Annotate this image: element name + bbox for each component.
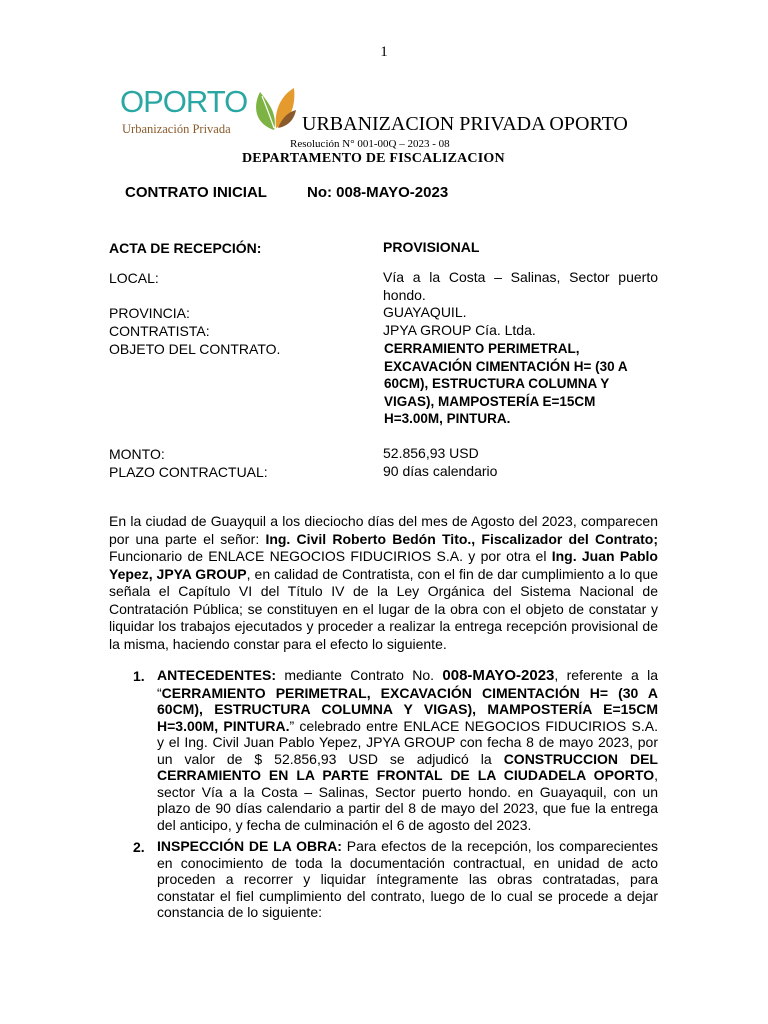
- local-value-line2: hondo.: [383, 287, 426, 303]
- provincia-value: GUAYAQUIL.: [383, 304, 467, 320]
- intro-paragraph: [109, 513, 658, 653]
- section-text: , sector Vía a la Costa – Salinas, Sector puerto hondo. en Guayaquil, con un plazo de 90 días calendario a partir del 8 de mayo del 2023, que fue la entrega del anticipo, y fecha de culminación el 6 de agosto del 2023.: [157, 767, 658, 833]
- contract-number: No: 008-MAYO-2023: [307, 184, 449, 201]
- section-heading: INSPECCIÓN DE LA OBRA:: [157, 838, 342, 854]
- construction-title: CONSTRUCCION DEL CERRAMIENTO EN LA PARTE FRONTAL DE LA CIUDADELA OPORTO: [157, 750, 658, 783]
- section-text: Para efectos de la recepción, los comparecientes en conocimiento de toda la documentación contractual, en unidad de acto proceden a recorrer y liquidar íntegramente las obras contratadas, para constatar el fiel cumplimiento del contrato, luego de lo cual se procede a dejar constancia de lo siguiente:: [157, 838, 658, 920]
- logo-subtitle: Urbanización Privada: [122, 122, 231, 136]
- objeto-line: CERRAMIENTO PERIMETRAL,: [384, 341, 580, 356]
- intro-text: En la ciudad de Guayquil a los dieciocho días del mes de Agosto del 2023, comparecen por una parte el señor:: [109, 513, 658, 547]
- section-text: mediante Contrato No.: [276, 667, 443, 683]
- header-title: URBANIZACION PRIVADA OPORTO: [302, 113, 628, 135]
- department-title: DEPARTAMENTO DE FISCALIZACION: [242, 151, 505, 166]
- objeto-label: OBJETO DEL CONTRATO.: [109, 341, 281, 357]
- objeto-line: 60CM), ESTRUCTURA COLUMNA Y: [384, 376, 610, 391]
- contract-ref: 008-MAYO-2023: [442, 667, 555, 684]
- contract-label: CONTRATO INICIAL: [125, 184, 267, 201]
- objeto-line: EXCAVACIÓN CIMENTACIÓN H= (30 A: [384, 358, 628, 374]
- intro-text: Funcionario de ENLACE NEGOCIOS FIDUCIRIOS S.A. y por otra el: [109, 548, 552, 564]
- intro-text: , en calidad de Contratista, con el fin de dar cumplimiento a lo que señala el Capítulo VI del Título IV de la Ley Orgánica del Sistema Nacional de Contratación Pública; se constituyen en el lugar de la obra con el objeto de constatar y liquidar los trabajos ejecutados y proceder a realizar la entrega recepción provisional de la misma, haciendo constar para el efecto lo siguiente.: [109, 565, 658, 652]
- resolution-number: Resolución N° 001-00Q – 2023 - 08: [290, 138, 450, 150]
- contract-object: CERRAMIENTO PERIMETRAL, EXCAVACIÓN CIMENTACIÓN H= (30 A 60CM), ESTRUCTURA COLUMNA Y VIGAS), MAMPOSTERÍA E=15CM H=3.00M, PINTURA.: [157, 684, 658, 734]
- local-label: LOCAL:: [109, 270, 159, 286]
- monto-value: 52.856,93 USD: [383, 445, 479, 461]
- logo-wordmark: OPORTO: [120, 84, 248, 119]
- contratista-name: Ing. Juan Pablo Yepez, JPYA GROUP: [109, 548, 658, 582]
- acta-label: ACTA DE RECEPCIÓN:: [109, 240, 262, 256]
- monto-label: MONTO:: [109, 446, 165, 462]
- acta-value: PROVISIONAL: [383, 239, 480, 255]
- oporto-logo: [112, 82, 302, 138]
- fiscalizador-name: Ing. Civil Roberto Bedón Tito., Fiscalizador del Contrato;: [265, 530, 658, 547]
- plazo-value: 90 días calendario: [383, 463, 498, 479]
- contratista-label: CONTRATISTA:: [109, 323, 210, 339]
- section-text: , referente a la “: [157, 667, 658, 701]
- local-value-line1: Vía a la Costa – Salinas, Sector puerto: [383, 269, 658, 285]
- inspeccion-section: [157, 838, 658, 921]
- leaf-icon: [248, 84, 298, 134]
- antecedentes-section: [157, 667, 658, 833]
- page-number: 1: [380, 44, 388, 60]
- provincia-label: PROVINCIA:: [109, 305, 190, 321]
- contratista-value: JPYA GROUP Cía. Ltda.: [383, 322, 536, 338]
- section-heading: ANTECEDENTES:: [157, 667, 277, 683]
- objeto-value: [384, 340, 628, 428]
- objeto-line: VIGAS), MAMPOSTERÍA E=15CM: [384, 393, 596, 409]
- objeto-line: H=3.00M, PINTURA.: [384, 411, 511, 426]
- plazo-label: PLAZO CONTRACTUAL:: [109, 464, 268, 480]
- section-text: ” celebrado entre ENLACE NEGOCIOS FIDUCIRIOS S.A. y el Ing. Civil Juan Pablo Yepez, JPYA GROUP con fecha 8 de mayo 2023, por un valor de $ 52.856,93 USD se adjudicó la: [157, 717, 658, 767]
- section-number: 1.: [133, 668, 145, 684]
- section-number: 2.: [133, 839, 145, 855]
